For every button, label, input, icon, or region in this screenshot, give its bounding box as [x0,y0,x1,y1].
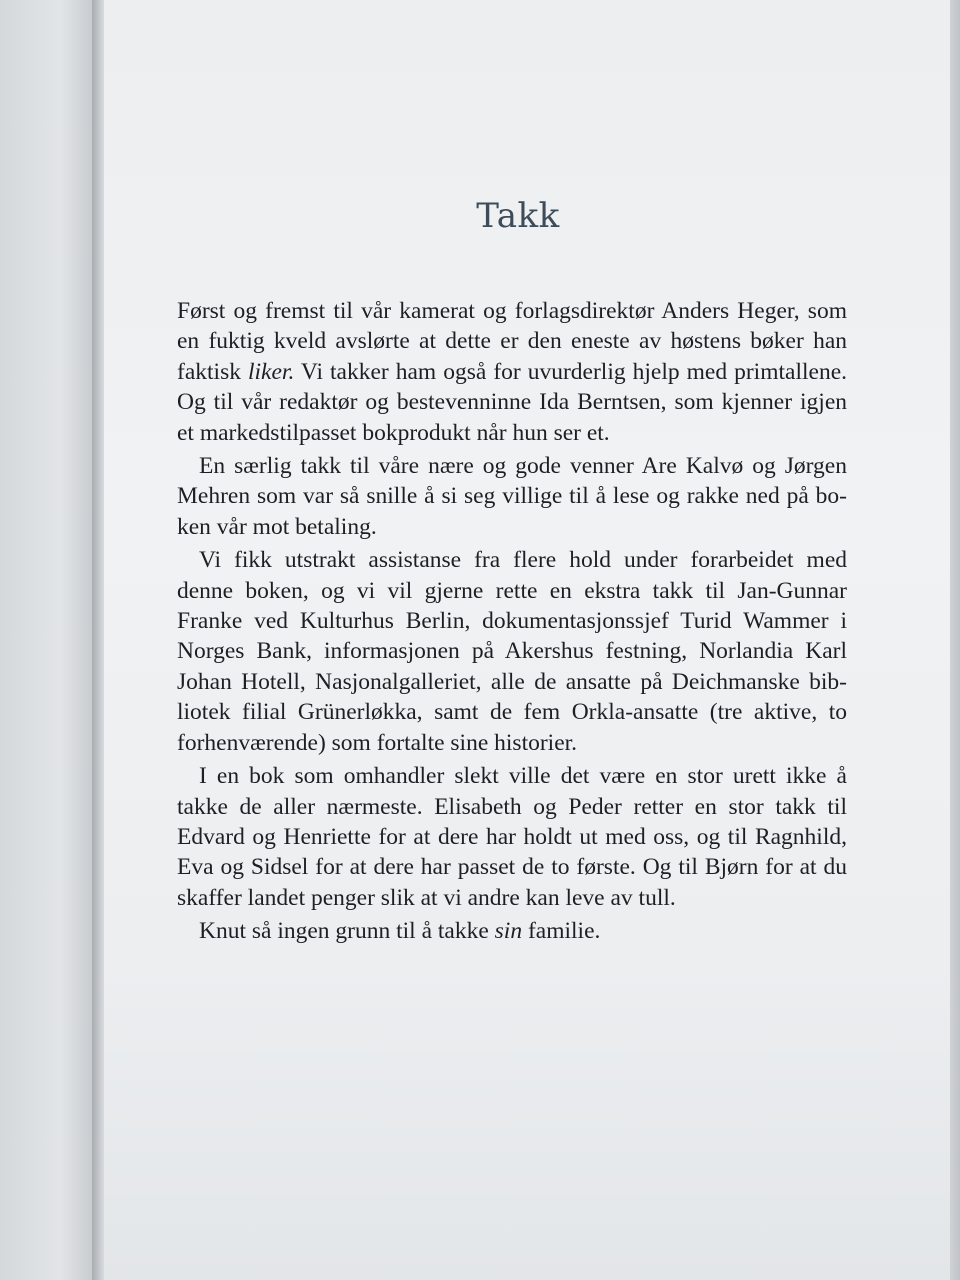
paragraph-line: Norges Bank, informasjonen på Akershus festning, Norlandia Karl [177,638,847,665]
paragraph-line: Franke ved Kulturhus Berlin, dokumentasjonssjef Turid Wammer i [177,608,847,635]
page-edge [950,0,960,1280]
paragraph-line: liotek filial Grünerløkka, samt de fem Orkla-ansatte (tre aktive, to [177,699,847,726]
paragraph-line: En særlig takk til våre nære og gode venner Are Kalvø og Jørgen [199,453,847,480]
emphasis-text: liker. [247,358,295,385]
paragraph-line: Edvard og Henriette for at dere har holdt ut med oss, og til Ragnhild, [177,823,847,850]
emphasis-text: sin [494,918,523,945]
paragraph-line: Først og fremst til vår kamerat og forlagsdirektør Anders Heger, som [177,298,847,324]
paragraph-line: Johan Hotell, Nasjonalgalleriet, alle de ansatte på Deichmanske bib- [177,668,847,695]
paragraph-line: Eva og Sidsel for at dere har passet de to første. Og til Bjørn for at du [177,854,847,881]
page-title: Takk [476,196,560,236]
acknowledgements-text [177,296,847,947]
paragraph-line: Mehren som var så snille å si seg villige til å lese og rakke ned på bo- [177,483,847,510]
paragraph-line: Knut så ingen grunn til å takke sin familie. [199,918,601,945]
paragraph-line: et markedstilpasset bokprodukt når hun ser et. [177,419,610,446]
paragraph-line: faktisk liker. Vi takker ham også for uvurderlig hjelp med primtallene. [177,358,847,385]
paragraph-line: skaffer landet penger slik at vi andre kan leve av tull. [177,884,676,911]
paragraph-line: takke de aller nærmeste. Elisabeth og Peder retter en stor takk til [177,793,847,820]
paragraph-line: ken vår mot betaling. [177,513,377,540]
paragraph-line: I en bok som omhandler slekt ville det være en stor urett ikke å [199,763,847,790]
paragraph-line: Og til vår redaktør og bestevenninne Ida Berntsen, som kjenner igjen [177,389,847,416]
paragraph-line: denne boken, og vi vil gjerne rette en ekstra takk til Jan-Gunnar [177,577,847,604]
left-page-edge [0,0,100,1280]
paragraph-line: forhenværende) som fortalte sine historier. [177,729,578,756]
paragraph-line: Vi fikk utstrakt assistanse fra flere hold under forarbeidet med [199,547,847,574]
paragraph-line: en fuktig kveld avslørte at dette er den eneste av høstens bøker han [177,328,847,355]
